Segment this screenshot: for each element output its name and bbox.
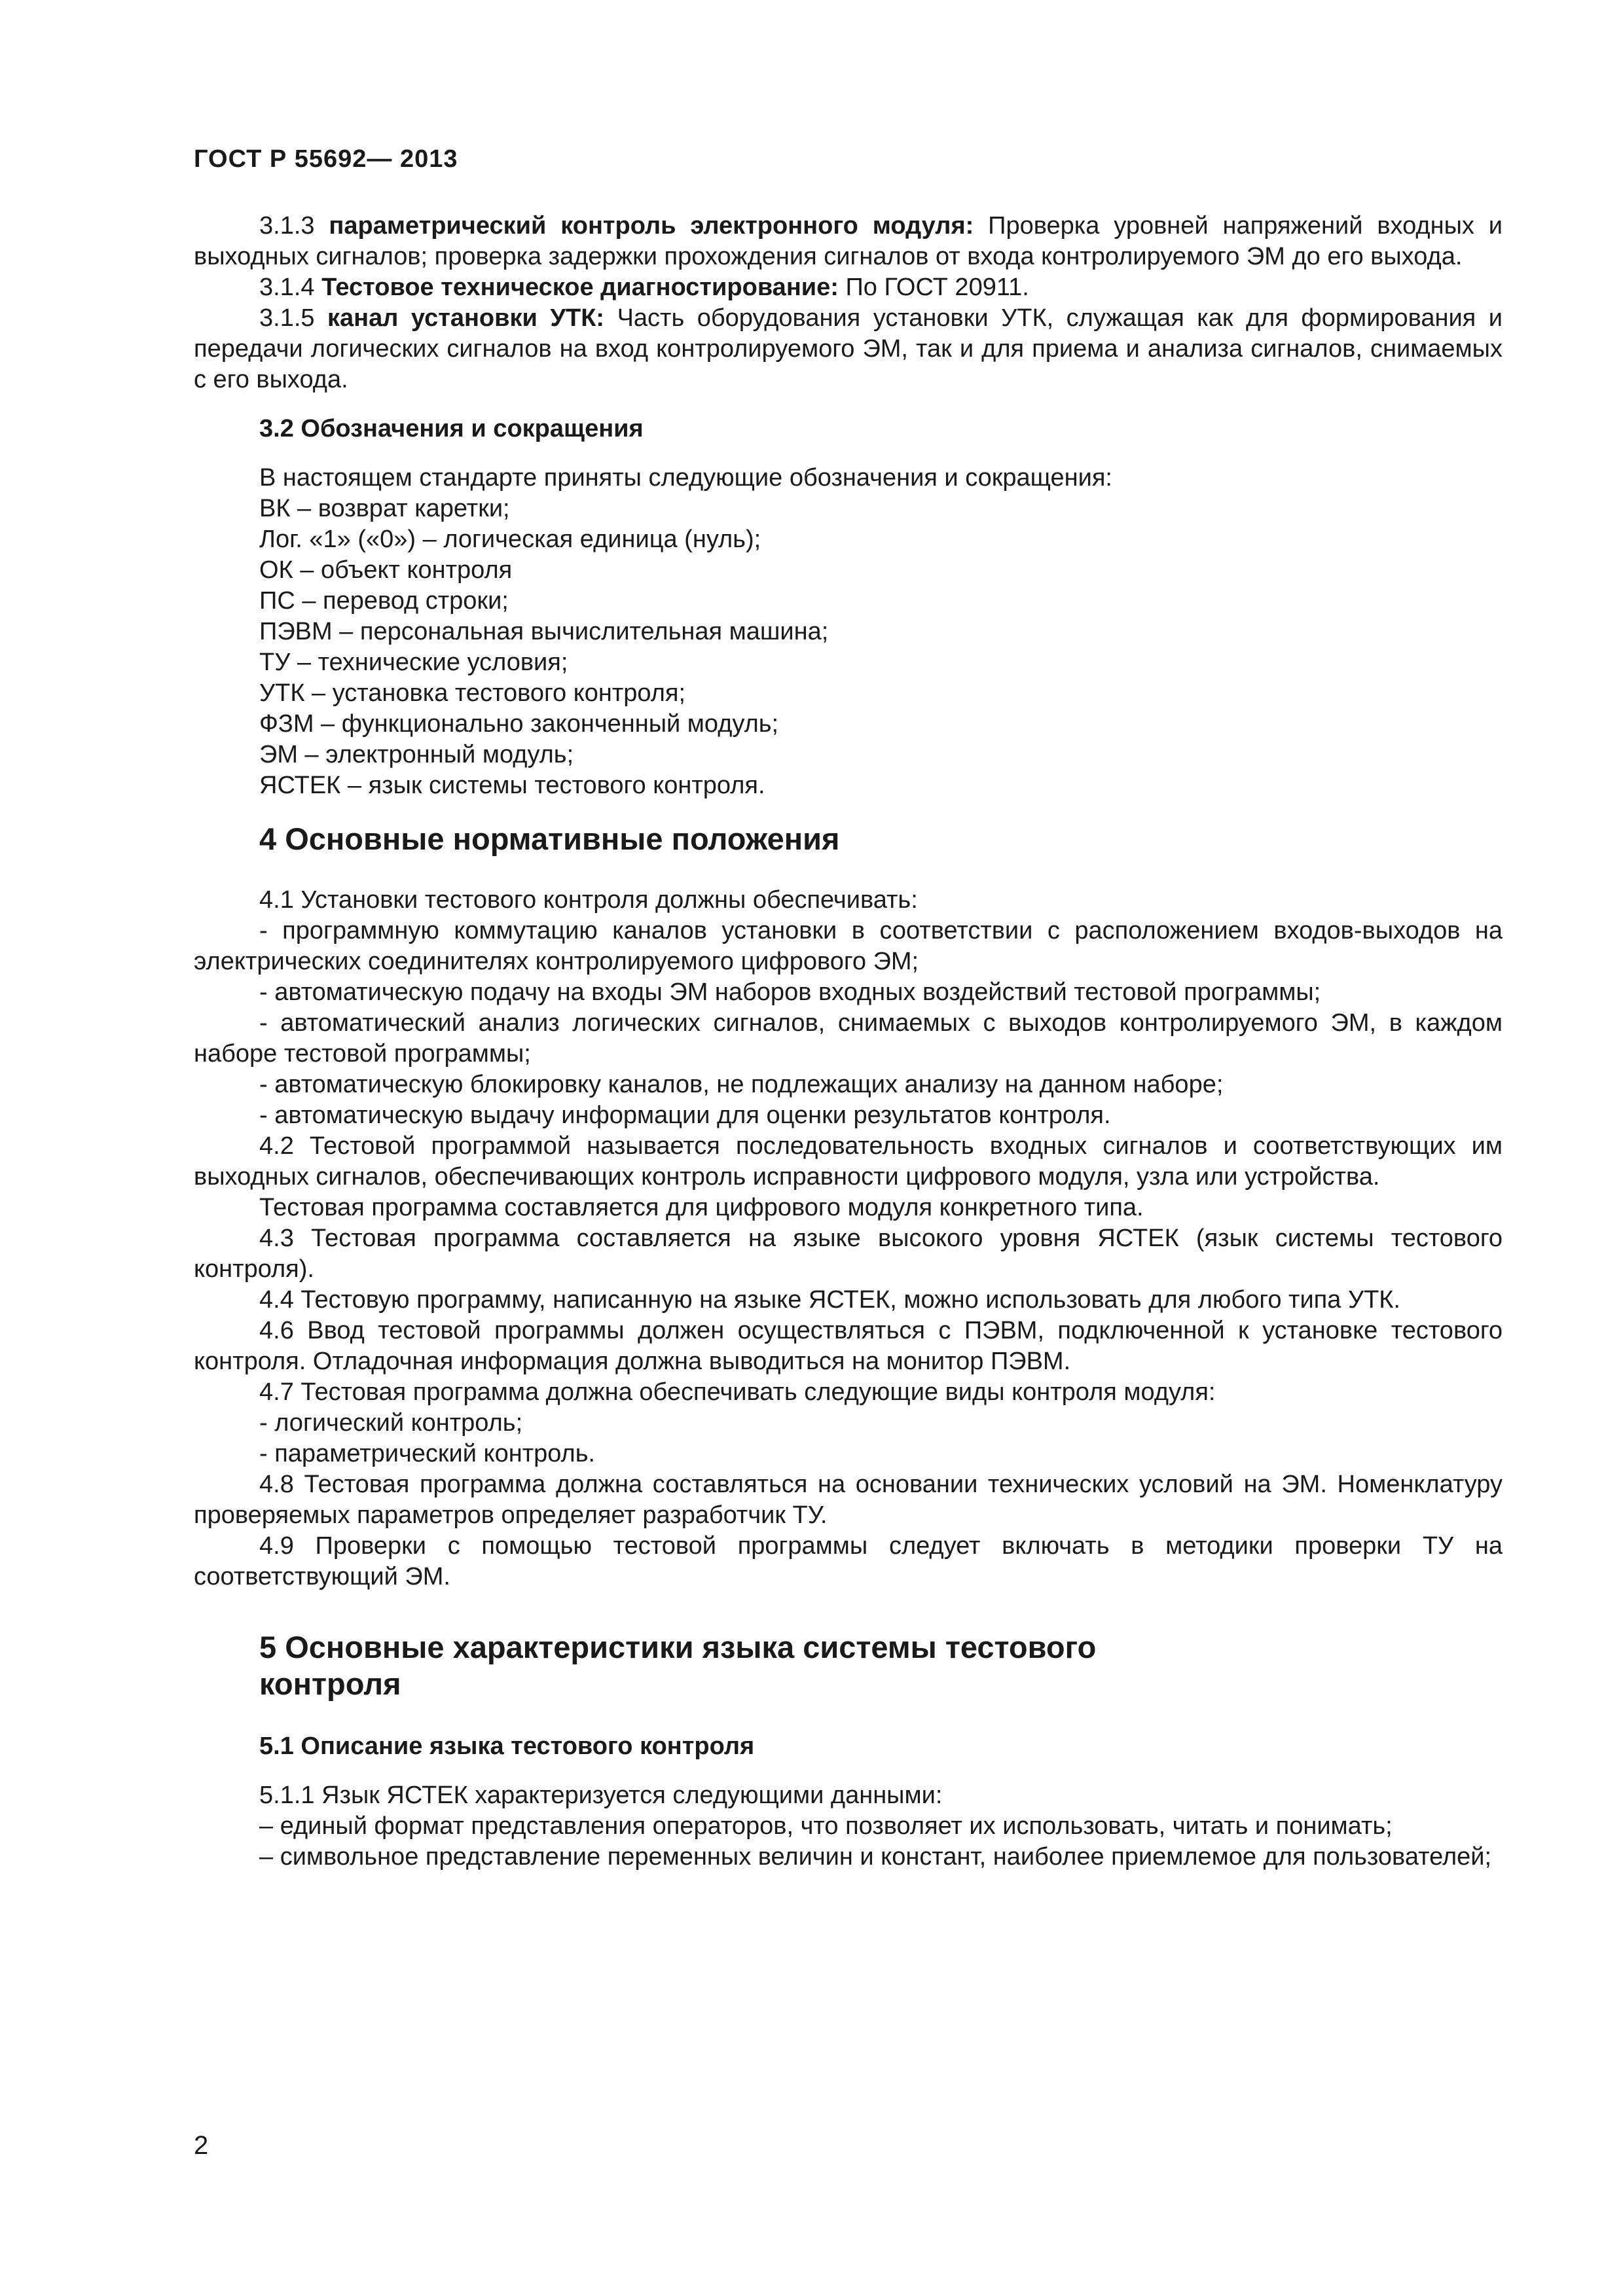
- paragraph: [194, 1008, 1503, 1069]
- text-run: 4.7 Тестовая программа должна обеспечивать следующие виды контроля модуля:: [259, 1378, 1216, 1406]
- list-line: ВК – возврат каретки;: [259, 495, 510, 522]
- spacer: [194, 1762, 1503, 1780]
- list-line: ЭМ – электронный модуль;: [259, 741, 574, 768]
- section-heading-line: 5 Основные характеристики языка системы тестового: [259, 1630, 1097, 1664]
- document-header: ГОСТ Р 55692— 2013: [194, 145, 458, 173]
- spacer: [194, 857, 1503, 885]
- list-line: ТУ – технические условия;: [259, 649, 568, 676]
- paragraph: [194, 1377, 1503, 1408]
- text-run: Часть оборудования установки УТК, служащая как для формирования и передачи логических сигналов на вход контролируемого ЭМ, так и для приема и анализа сигналов, снимаемых с его выхода.: [194, 304, 1503, 393]
- text-run: - автоматическую блокировку каналов, не подлежащих анализу на данном наборе;: [259, 1071, 1224, 1098]
- text-run: 4.3 Тестовая программа составляется на языке высокого уровня ЯСТЕК (язык системы тестового контроля).: [194, 1225, 1503, 1283]
- list-line: 5.1.1 Язык ЯСТЕК характеризуется следующими данными:: [259, 1782, 943, 1809]
- list-line: ПЭВМ – персональная вычислительная машина;: [259, 618, 829, 645]
- paragraph: [194, 1842, 1503, 1873]
- document-body: [194, 211, 1503, 1873]
- paragraph: [194, 1100, 1503, 1131]
- page-number: 2: [194, 2131, 209, 2160]
- paragraph: [194, 1408, 1503, 1439]
- paragraph: [194, 1193, 1503, 1223]
- list-line: ОК – объект контроля: [259, 556, 513, 584]
- text-run: - логический контроль;: [259, 1409, 523, 1437]
- text-run: 3.1.4: [259, 274, 322, 301]
- list-line: УТК – установка тестового контроля;: [259, 679, 686, 707]
- text-run: - автоматический анализ логических сигналов, снимаемых с выходов контролируемого ЭМ, в каждом наборе тестовой программы;: [194, 1009, 1503, 1067]
- text-run: - автоматическую выдачу информации для оценки результатов контроля.: [259, 1102, 1111, 1129]
- paragraph: [194, 1316, 1503, 1377]
- text-run: – символьное представление переменных величин и констант, наиболее приемлемое для пользователей;: [259, 1843, 1492, 1871]
- section-heading: [194, 1629, 1503, 1702]
- list-line: 4.1 Установки тестового контроля должны обеспечивать:: [259, 886, 918, 914]
- paragraph: [194, 1223, 1503, 1285]
- list-line: ЯСТЕК – язык системы тестового контроля.: [259, 772, 765, 799]
- list-line: ФЗМ – функционально законченный модуль;: [259, 710, 779, 738]
- paragraph: [194, 272, 1503, 303]
- term-bold: канал установки УТК:: [327, 304, 605, 332]
- paragraph: [194, 1531, 1503, 1592]
- list-line: В настоящем стандарте приняты следующие обозначения и сокращения:: [259, 464, 1112, 492]
- paragraph: [194, 303, 1503, 395]
- subsection-heading: 3.2 Обозначения и сокращения: [259, 415, 644, 442]
- paragraph: [194, 211, 1503, 272]
- paragraph: [194, 977, 1503, 1008]
- term-bold: Тестовое техническое диагностирование:: [321, 274, 839, 301]
- text-run: - параметрический контроль.: [259, 1440, 596, 1467]
- paragraph: [194, 1811, 1503, 1842]
- section-heading-line: 4 Основные нормативные положения: [259, 821, 840, 856]
- paragraph: [194, 1069, 1503, 1100]
- spacer: [194, 1702, 1503, 1731]
- section-heading: [194, 821, 1503, 857]
- spacer: [194, 1592, 1503, 1629]
- text-run: - автоматическую подачу на входы ЭМ наборов входных воздействий тестовой программы;: [259, 978, 1321, 1006]
- text-run: 4.9 Проверки с помощью тестовой программы следует включать в методики проверки ТУ на соответствующий ЭМ.: [194, 1532, 1503, 1590]
- list-line: Лог. «1» («0») – логическая единица (нуль);: [259, 526, 761, 553]
- text-run: По ГОСТ 20911.: [838, 274, 1029, 301]
- term-bold: параметрический контроль электронного модуля:: [329, 212, 974, 240]
- text-run: 4.2 Тестовой программой называется последовательность входных сигналов и соответствующих им выходных сигналов, обеспечивающих контроль исправности цифрового модуля, узла или устройства.: [194, 1132, 1503, 1191]
- spacer: [194, 444, 1503, 463]
- paragraph: [194, 1131, 1503, 1193]
- text-run: 4.6 Ввод тестовой программы должен осуществляться с ПЭВМ, подключенной к установке тестового контроля. Отладочная информация должна выводиться на монитор ПЭВМ.: [194, 1317, 1503, 1375]
- subsection-heading: 5.1 Описание языка тестового контроля: [259, 1732, 755, 1760]
- spacer: [194, 801, 1503, 821]
- text-run: 4.4 Тестовую программу, написанную на языке ЯСТЕК, можно использовать для любого типа УТК.: [259, 1286, 1400, 1314]
- text-run: – единый формат представления операторов, что позволяет их использовать, читать и понимать;: [259, 1812, 1393, 1840]
- paragraph: [194, 1469, 1503, 1531]
- spacer: [194, 395, 1503, 414]
- text-run: Тестовая программа составляется для цифрового модуля конкретного типа.: [259, 1194, 1144, 1221]
- paragraph: [194, 1439, 1503, 1469]
- paragraph: [194, 1285, 1503, 1316]
- text-run: Проверка уровней напряжений входных и выходных сигналов; проверка задержки прохождения сигналов от входа контролируемого ЭМ до его выхода.: [194, 212, 1503, 270]
- text-run: - программную коммутацию каналов установки в соответствии с расположением входов-выходов на электрических соединителях контролируемого цифрового ЭМ;: [194, 917, 1503, 975]
- text-run: 3.1.5: [259, 304, 328, 332]
- paragraph: [194, 916, 1503, 977]
- list-line: ПС – перевод строки;: [259, 587, 509, 615]
- text-run: 3.1.3: [259, 212, 329, 240]
- section-heading-line: контроля: [259, 1666, 401, 1701]
- text-run: 4.8 Тестовая программа должна составляться на основании технических условий на ЭМ. Номенклатуру проверяемых параметров определяет разработчик ТУ.: [194, 1471, 1503, 1529]
